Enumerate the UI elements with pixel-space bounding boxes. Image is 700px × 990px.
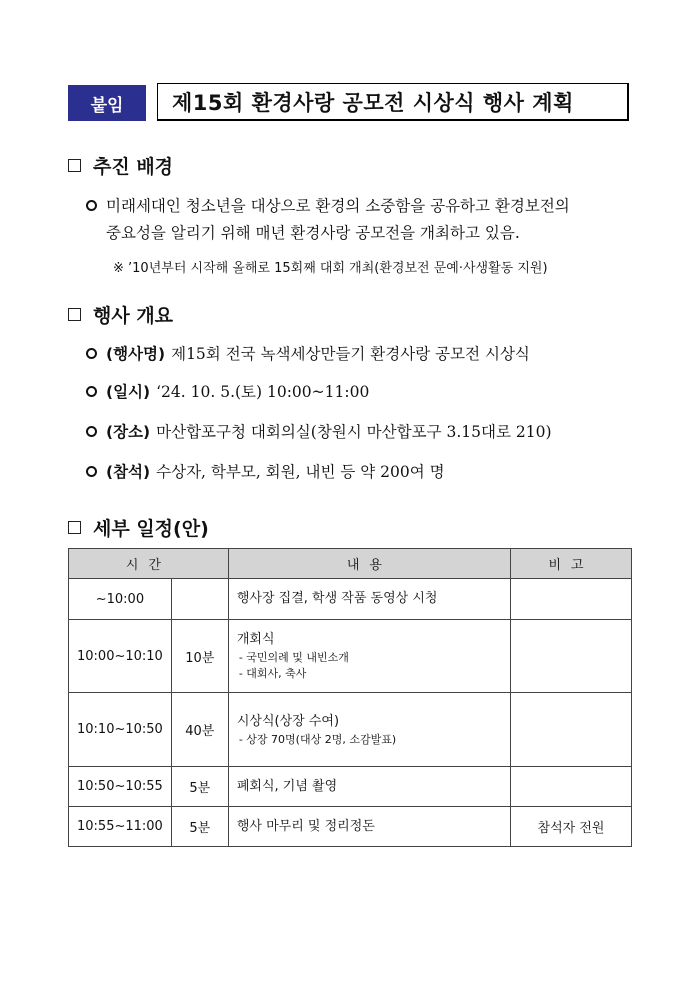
cell-note bbox=[511, 579, 632, 620]
overview-item bbox=[86, 419, 552, 446]
item-label: (행사명) bbox=[106, 345, 166, 363]
document-title-text: 제15회 환경사랑 공모전 시상식 행사 계획 bbox=[172, 90, 574, 115]
cell-note bbox=[511, 693, 632, 767]
cell-time: 10:10~10:50 bbox=[69, 693, 172, 767]
cell-time: ~10:00 bbox=[69, 579, 172, 620]
item-label: (참석) bbox=[106, 463, 151, 481]
bullet-text-line: 미래세대인 청소년을 대상으로 환경의 소중함을 공유하고 환경보전의 bbox=[106, 197, 570, 215]
bullet-text-line: 중요성을 알리기 위해 매년 환경사랑 공모전을 개최하고 있음. bbox=[106, 224, 520, 242]
cell-time: 10:50~10:55 bbox=[69, 767, 172, 807]
cell-note: 참석자 전원 bbox=[511, 807, 632, 847]
item-label: (장소) bbox=[106, 423, 151, 441]
document-title bbox=[157, 83, 629, 121]
content-main: 폐회식, 기념 촬영 bbox=[236, 778, 338, 794]
cell-note bbox=[511, 620, 632, 693]
table-row bbox=[69, 807, 632, 847]
content-sub: - 상장 70명(대상 2명, 소감발표) bbox=[238, 732, 397, 746]
cell-duration: 5분 bbox=[171, 807, 228, 847]
schedule-table bbox=[68, 548, 632, 847]
content-main: 행사장 집결, 학생 작품 동영상 시청 bbox=[236, 591, 438, 606]
circle-bullet-icon bbox=[86, 426, 97, 437]
table-row bbox=[69, 693, 632, 767]
cell-content bbox=[228, 579, 510, 620]
item-label: (일시) bbox=[106, 383, 151, 401]
reference-note: ※ ’10년부터 시작해 올해로 15회째 대회 개최(환경보전 문예·사생활동 지원) bbox=[113, 261, 548, 276]
overview-item bbox=[86, 341, 530, 368]
cell-content bbox=[228, 767, 510, 807]
overview-item bbox=[86, 459, 445, 486]
overview-item bbox=[86, 379, 369, 406]
section-title: 행사 개요 bbox=[93, 305, 174, 327]
section-title: 세부 일정(안) bbox=[93, 518, 209, 540]
table-row bbox=[69, 620, 632, 693]
cell-duration: 5분 bbox=[171, 767, 228, 807]
square-bullet-icon bbox=[68, 308, 81, 321]
content-sub: - 국민의례 및 내빈소개 bbox=[238, 651, 349, 664]
table-header-row bbox=[69, 549, 632, 579]
cell-duration: 10분 bbox=[171, 620, 228, 693]
cell-note bbox=[511, 767, 632, 807]
cell-duration: 40분 bbox=[171, 693, 228, 767]
content-main: 행사 마무리 및 정리정돈 bbox=[236, 818, 375, 834]
square-bullet-icon bbox=[68, 521, 81, 534]
content-main: 개회식 bbox=[236, 632, 275, 647]
cell-duration bbox=[171, 579, 228, 620]
background-bullet bbox=[86, 193, 570, 247]
cell-content bbox=[228, 620, 510, 693]
item-value: 제15회 전국 녹색세상만들기 환경사랑 공모전 시상식 bbox=[171, 345, 530, 363]
header-time: 시간 bbox=[69, 549, 229, 579]
circle-bullet-icon bbox=[86, 386, 97, 397]
cell-time: 10:00~10:10 bbox=[69, 620, 172, 693]
square-bullet-icon bbox=[68, 159, 81, 172]
item-value: 수상자, 학부모, 회원, 내빈 등 약 200여 명 bbox=[156, 463, 445, 481]
header-note: 비고 bbox=[511, 549, 632, 579]
content-main: 시상식(상장 수여) bbox=[236, 713, 340, 729]
section-schedule-heading bbox=[68, 514, 209, 541]
circle-bullet-icon bbox=[86, 466, 97, 477]
attachment-badge: 붙임 bbox=[68, 85, 146, 121]
section-background-heading bbox=[68, 152, 173, 179]
item-value: 마산합포구청 대회의실(창원시 마산합포구 3.15대로 210) bbox=[156, 423, 552, 441]
section-overview-heading bbox=[68, 301, 173, 328]
cell-time: 10:55~11:00 bbox=[69, 807, 172, 847]
section-title: 추진 배경 bbox=[93, 156, 174, 178]
header-content: 내용 bbox=[228, 549, 510, 579]
circle-bullet-icon bbox=[86, 348, 97, 359]
content-sub: - 대회사, 축사 bbox=[238, 667, 307, 680]
table-row bbox=[69, 767, 632, 807]
circle-bullet-icon bbox=[86, 200, 97, 211]
table-row bbox=[69, 579, 632, 620]
cell-content bbox=[228, 693, 510, 767]
item-value: ‘24. 10. 5.(토) 10:00~11:00 bbox=[156, 383, 370, 401]
cell-content bbox=[228, 807, 510, 847]
